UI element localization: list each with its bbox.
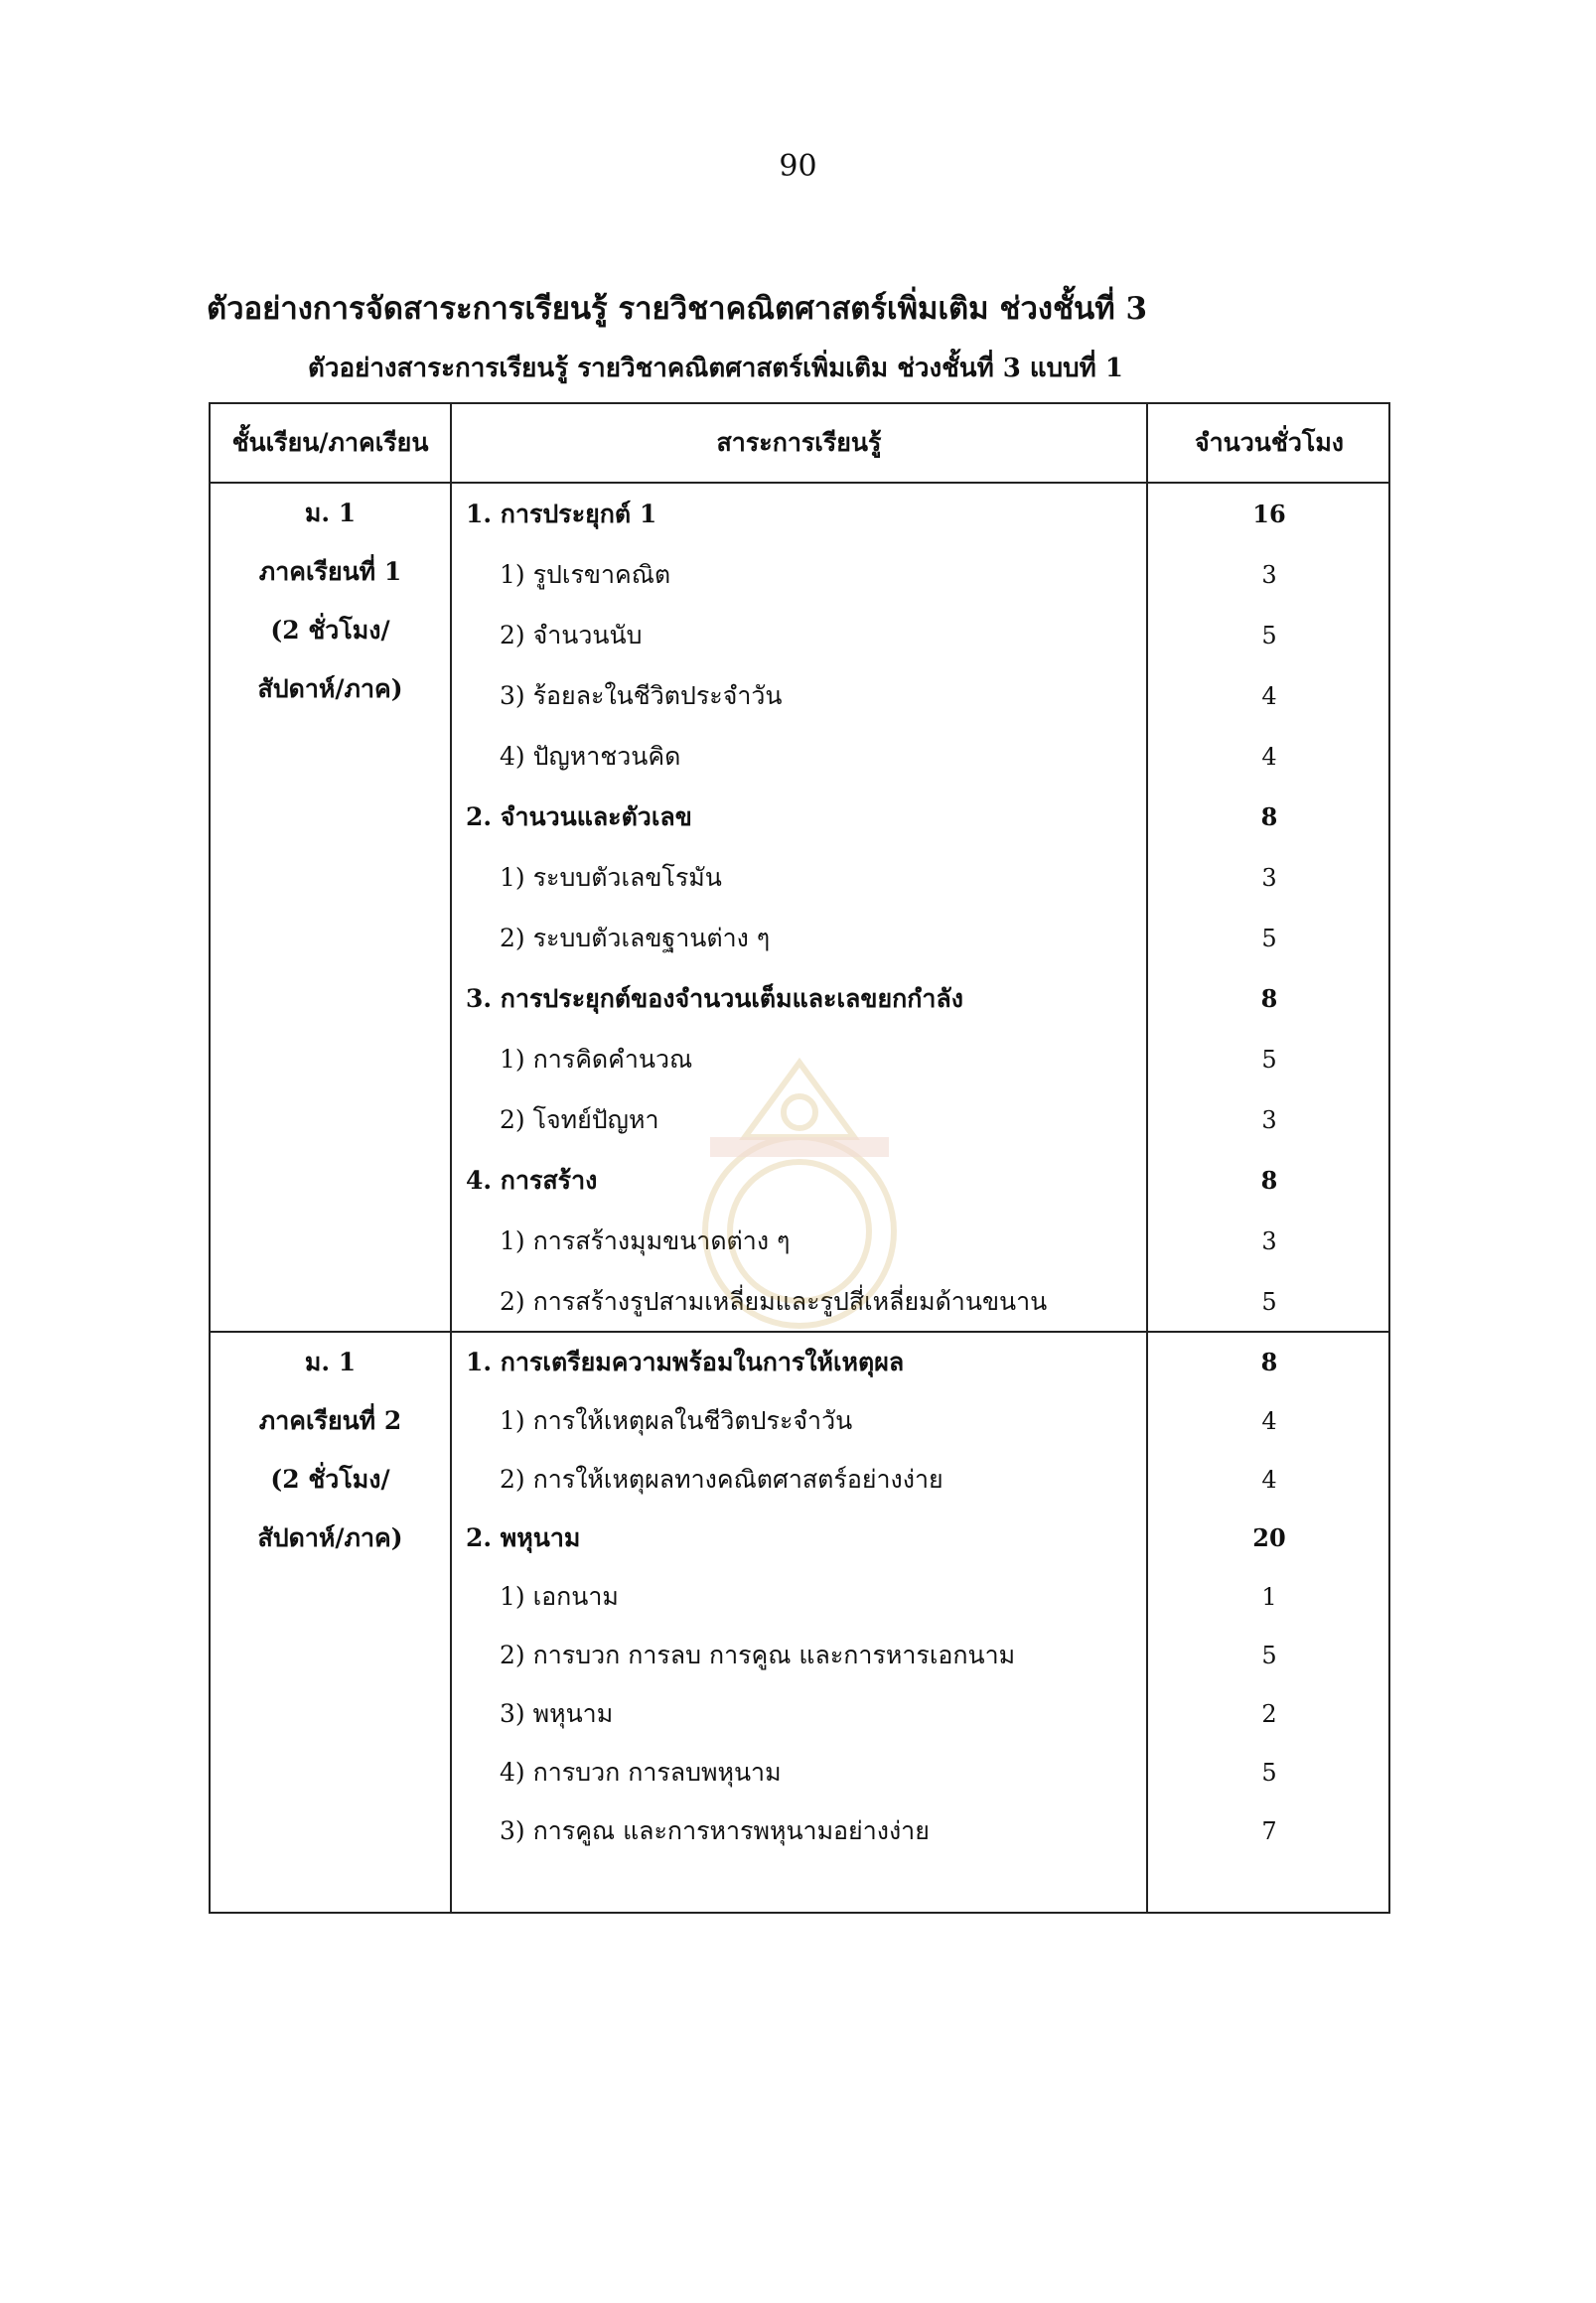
term-line: ม. 1 (304, 1348, 357, 1376)
topic-label: 1) เอกนาม (500, 1581, 619, 1611)
subtopic-row (452, 1684, 1390, 1743)
topic-label: 4) ปัญหาชวนคิด (500, 741, 681, 771)
hours-value: 5 (1261, 1045, 1277, 1074)
hours-value: 3 (1261, 560, 1277, 589)
term-group (211, 484, 1388, 1329)
subtopic-row (452, 1089, 1390, 1150)
topic-label: 1) การให้เหตุผลในชีวิตประจำวัน (500, 1405, 853, 1435)
topic-label: 2) จำนวนนับ (500, 620, 643, 649)
topic-row (452, 484, 1390, 544)
topic-row (452, 787, 1390, 847)
hours-value: 5 (1261, 1758, 1277, 1787)
topic-label: 1) รูปเรขาคณิต (500, 559, 671, 589)
topic-label: 1) การสร้างมุมขนาดต่าง ๆ (500, 1225, 791, 1255)
header-hours: จำนวนชั่วโมง (1194, 428, 1345, 457)
topic-label: 2) การสร้างรูปสามเหลี่ยมและรูปสี่เหลี่ยมด้านขนาน (500, 1286, 1048, 1316)
term-line: ภาคเรียนที่ 2 (258, 1406, 402, 1435)
hours-value: 5 (1261, 924, 1277, 952)
topic-label: 2) การให้เหตุผลทางคณิตศาสตร์อย่างง่าย (500, 1464, 943, 1494)
hours-value: 3 (1261, 863, 1277, 892)
subtopic-row (452, 1567, 1390, 1626)
header-content: สาระการเรียนรู้ (716, 428, 882, 457)
term-group (211, 1333, 1388, 1914)
subtopic-row (452, 908, 1390, 968)
topic-rows (452, 484, 1390, 1332)
topic-row (452, 968, 1390, 1029)
term-cell (211, 1333, 450, 1567)
topic-label: 3) พหุนาม (500, 1698, 614, 1728)
hours-value: 4 (1261, 681, 1277, 710)
subtopic-row (452, 847, 1390, 908)
subtopic-row (452, 1271, 1390, 1332)
topic-label: 1. การเตรียมความพร้อมในการให้เหตุผล (466, 1347, 905, 1376)
topic-label: 4) การบวก การลบพหุนาม (500, 1757, 782, 1787)
topic-label: 2) ระบบตัวเลขฐานต่าง ๆ (500, 923, 771, 952)
header-term: ชั้นเรียน/ภาคเรียน (231, 428, 429, 457)
hours-value: 3 (1261, 1226, 1277, 1255)
topic-label: 3) ร้อยละในชีวิตประจำวัน (500, 680, 783, 710)
hours-value: 8 (1260, 1348, 1278, 1376)
topic-rows (452, 1333, 1390, 1860)
table-caption: ตัวอย่างสาระการเรียนรู้ รายวิชาคณิตศาสตร์เพิ่มเติม ช่วงชั้นที่ 3 แบบที่ 1 (308, 354, 1123, 383)
term-line: (2 ชั่วโมง/ (270, 616, 390, 645)
hours-value: 2 (1261, 1699, 1277, 1728)
subtopic-row (452, 605, 1390, 665)
hours-value: 4 (1261, 1406, 1277, 1435)
topic-label: 2) โจทย์ปัญหา (500, 1104, 659, 1134)
topic-row (452, 1509, 1390, 1567)
subtopic-row (452, 1211, 1390, 1271)
hours-value: 8 (1260, 1166, 1278, 1195)
hours-value: 5 (1261, 1287, 1277, 1316)
subtopic-row (452, 544, 1390, 605)
subtopic-row (452, 1743, 1390, 1801)
subtopic-row (452, 726, 1390, 787)
hours-value: 1 (1261, 1582, 1277, 1611)
topic-row (452, 1150, 1390, 1211)
hours-value: 5 (1261, 621, 1277, 649)
hours-value: 7 (1261, 1816, 1277, 1845)
topic-label: 1) การคิดคำนวณ (500, 1044, 693, 1074)
topic-label: 1) ระบบตัวเลขโรมัน (500, 862, 722, 892)
hours-value: 8 (1260, 802, 1278, 831)
hours-value: 8 (1260, 984, 1278, 1013)
subtopic-row (452, 1801, 1390, 1860)
term-cell (211, 484, 450, 718)
hours-value: 5 (1261, 1641, 1277, 1669)
topic-label: 2. พหุนาม (466, 1522, 581, 1552)
topic-label: 2) การบวก การลบ การคูณ และการหารเอกนาม (500, 1640, 1016, 1669)
page-number: 90 (779, 149, 817, 184)
term-line: ม. 1 (304, 499, 357, 527)
document-title: ตัวอย่างการจัดสาระการเรียนรู้ รายวิชาคณิตศาสตร์เพิ่มเติม ช่วงชั้นที่ 3 (207, 291, 1148, 327)
term-line: สัปดาห์/ภาค) (257, 1523, 403, 1552)
subtopic-row (452, 1450, 1390, 1509)
curriculum-table (209, 402, 1390, 1914)
topic-label: 4. การสร้าง (466, 1165, 598, 1195)
subtopic-row (452, 665, 1390, 726)
topic-label: 2. จำนวนและตัวเลข (466, 801, 692, 831)
subtopic-row (452, 1391, 1390, 1450)
subtopic-row (452, 1626, 1390, 1684)
hours-value: 20 (1252, 1523, 1286, 1552)
hours-value: 16 (1252, 500, 1286, 528)
term-line: ภาคเรียนที่ 1 (258, 557, 402, 586)
term-line: สัปดาห์/ภาค) (257, 674, 403, 703)
hours-value: 4 (1261, 742, 1277, 771)
hours-value: 3 (1261, 1105, 1277, 1134)
hours-value: 4 (1261, 1465, 1277, 1494)
topic-label: 3) การคูณ และการหารพหุนามอย่างง่าย (500, 1815, 930, 1845)
term-line: (2 ชั่วโมง/ (270, 1465, 390, 1494)
topic-label: 1. การประยุกต์ 1 (466, 499, 657, 528)
topic-row (452, 1333, 1390, 1391)
topic-label: 3. การประยุกต์ของจำนวนเต็มและเลขยกกำลัง (466, 983, 963, 1013)
subtopic-row (452, 1029, 1390, 1089)
